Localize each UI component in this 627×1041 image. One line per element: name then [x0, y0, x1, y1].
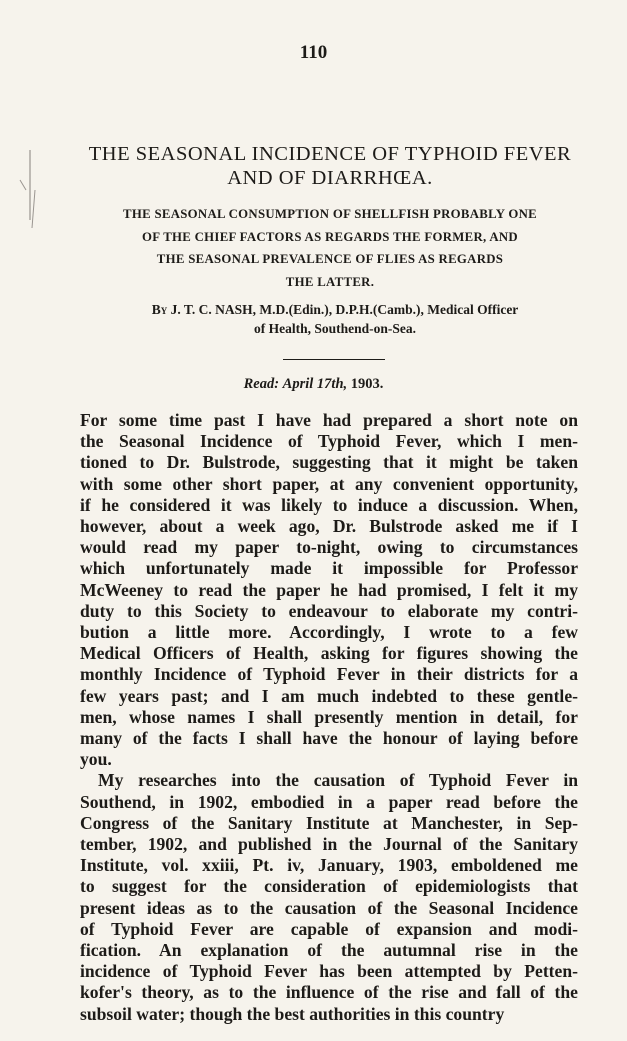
text-line: duty to this Society to endeavour to elaborate my contri-	[80, 600, 578, 621]
byline-by: By	[151, 302, 168, 317]
text-line: McWeeney to read the paper he had promised, I felt it my	[80, 579, 578, 600]
text-line: of Typhoid Fever are capable of expansion and modi-	[80, 918, 578, 939]
read-date-suffix: th,	[331, 376, 348, 392]
text-line: the Seasonal Incidence of Typhoid Fever, which I men-	[80, 431, 578, 452]
page-number: 110	[299, 42, 328, 63]
byline-line-1	[90, 300, 580, 319]
text-line: tioned to Dr. Bulstrode, suggesting that it might be taken	[80, 452, 578, 473]
read-date	[0, 376, 627, 393]
subtitle-line: THE SEASONAL CONSUMPTION OF SHELLFISH PROBABLY ONE	[123, 207, 537, 221]
text-line: subsoil water; though the best authorities in this country	[80, 1003, 505, 1024]
subtitle-line: THE LATTER.	[285, 274, 375, 289]
text-line: Southend, in 1902, embodied in a paper read before the	[80, 791, 578, 812]
text-line: many of the facts I shall have the honour of laying before	[80, 728, 578, 749]
text-line: to suggest for the consideration of epidemiologists that	[80, 876, 578, 897]
text-line: Congress of the Sanitary Institute at Manchester, in Sep-	[80, 812, 578, 833]
text-line: My researches into the causation of Typhoid Fever in	[98, 770, 578, 791]
text-line: For some time past I have had prepared a short note on	[80, 410, 578, 430]
body-text	[80, 410, 578, 1025]
text-line: monthly Incidence of Typhoid Fever in their districts for a	[80, 664, 578, 685]
text-line: incidence of Typhoid Fever has been attempted by Petten-	[80, 961, 578, 982]
read-label: Read:	[243, 376, 280, 392]
text-line: few years past; and I am much indebted to these gentle-	[80, 685, 578, 706]
text-line: would read my paper to-night, owing to circumstances	[80, 537, 578, 558]
text-line: however, about a week ago, Dr. Bulstrode asked me if I	[80, 516, 578, 537]
subtitle-line: OF THE CHIEF FACTORS AS REGARDS THE FORMER, AND	[142, 229, 518, 244]
byline-author: J. T. C. NASH, M.D.(Edin.), D.P.H.(Camb.), Medical Officer	[170, 302, 519, 317]
divider-rule	[283, 359, 385, 360]
paper-title	[60, 142, 600, 190]
title-line-1: THE SEASONAL INCIDENCE OF TYPHOID FEVER	[88, 143, 572, 165]
text-line: tember, 1902, and published in the Journal of the Sanitary	[80, 834, 578, 855]
byline-line-2: of Health, Southend-on-Sea.	[253, 321, 417, 336]
paper-subtitle	[80, 203, 580, 293]
text-line: fication. An explanation of the autumnal rise in the	[80, 940, 578, 961]
paragraph-1	[80, 410, 578, 770]
text-line: present ideas as to the causation of the Seasonal Incidence	[80, 897, 578, 918]
text-line: Institute, vol. xxiii, Pt. iv, January, 1903, emboldened me	[80, 855, 578, 876]
text-line: you.	[80, 749, 112, 770]
read-year: 1903.	[350, 376, 384, 392]
text-line: Medical Officers of Health, asking for figures showing the	[80, 643, 578, 664]
title-line-2: AND OF DIARRHŒA.	[227, 167, 433, 189]
subtitle-line: THE SEASONAL PREVALENCE OF FLIES AS REGARDS	[156, 252, 504, 266]
text-line: bution a little more. Accordingly, I wrote to a few	[80, 622, 578, 643]
paragraph-2	[80, 770, 578, 1024]
margin-pencil-mark	[18, 150, 38, 230]
text-line: with some other short paper, at any convenient opportunity,	[80, 473, 578, 494]
text-line: if he considered it was likely to induce a discussion. When,	[80, 494, 578, 515]
text-line: which unfortunately made it impossible for Professor	[80, 558, 578, 579]
text-line: men, whose names I shall presently mention in detail, for	[80, 706, 578, 727]
text-line: kofer's theory, as to the influence of the rise and fall of the	[80, 982, 578, 1003]
author-byline	[90, 300, 580, 338]
read-date-prefix: April 17	[282, 376, 332, 392]
